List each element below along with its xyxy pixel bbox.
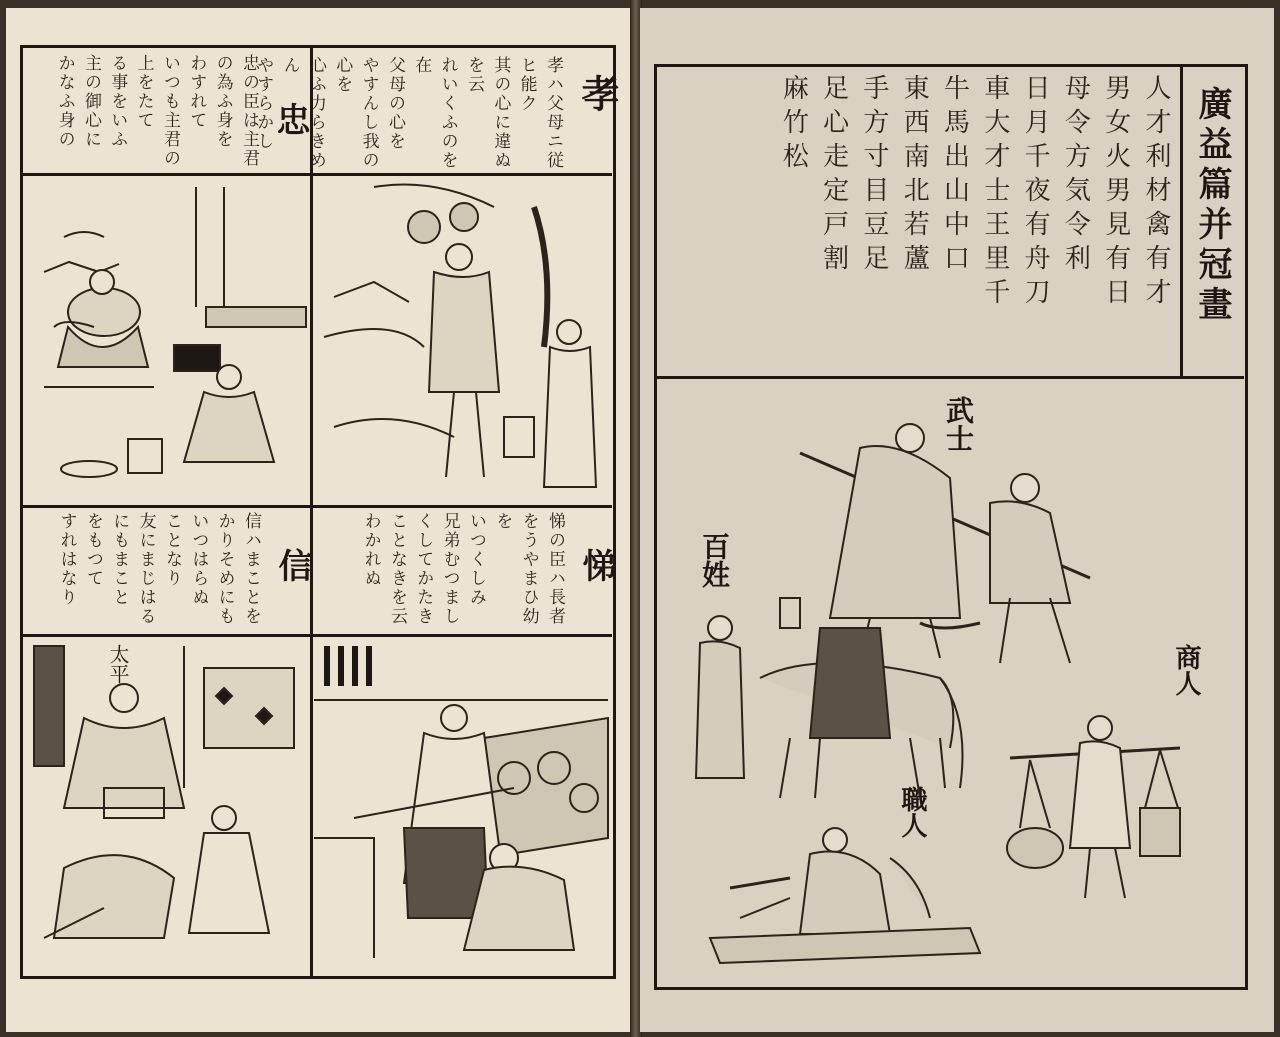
verse-loyalty [30,54,262,170]
verse-line: 其の心に違ぬを云 [463,56,511,170]
illustration-brotherly-scene [314,638,608,970]
verse-line: かりそめにも [214,512,235,626]
virtue-label-sincerity: 信 [272,548,312,582]
verse-filial [253,56,566,170]
verse-line: れいくふのを在 [411,56,458,170]
illustration-farmer-horse [680,588,970,808]
verse-line: 信ハまことを [241,512,261,626]
verse-line: 友にまじはる [135,512,156,626]
glossary-line: 男女火男見有日 [1100,74,1131,312]
verse-line: 孝ハ父母ニ従ヒ能ク [516,56,563,170]
illustration-artisan [700,818,990,968]
verse-line: いつはらぬ [188,512,209,607]
virtue-label-brotherly: 悌 [576,548,616,582]
glossary-line: 東西南北若蘆 [899,74,930,278]
illustration-sincerity-scene [24,638,308,970]
verse-line: 悌の臣ハ長者 [545,512,565,626]
verse-line: いつくしみ [465,512,486,607]
verse-line: 主の御心に [80,54,101,149]
verse-brotherly [320,512,568,630]
verse-line: る事をいふ [107,54,128,149]
glossary-line: 日月千夜有舟刀 [1020,74,1051,312]
verse-line: くしてかたき [413,512,434,626]
figure-label-artisan: 職人 [897,786,927,838]
verse-line: をうやまひ幼を [492,512,539,626]
verse-line: 兄弟むつまし [439,512,460,626]
right-page [640,8,1274,1032]
glossary-line: 足心走定戸割 [818,74,849,278]
verse-line: の為ふ身を [212,54,233,149]
virtue-label-loyalty: 忠 [270,102,310,136]
glossary-columns [664,74,1176,370]
scene-caption: 太平 [106,644,130,684]
verse-line: をもつて [82,512,103,588]
verse-line: いつも主君の [159,54,180,168]
verse-line: 心ふ力らきめん [279,56,326,170]
verse-line: 上をたて [133,54,154,130]
right-title-rule [1180,66,1183,378]
glossary-line: 牛馬出山中口 [939,74,970,278]
left-upper-text-rule [22,173,612,176]
verse-line: にもまこと [109,512,130,607]
right-header-rule [656,376,1244,379]
virtue-label-filial: 孝 [575,74,620,112]
figure-label-merchant: 商人 [1171,644,1201,696]
left-lower-text-rule [22,634,612,637]
glossary-line: 母令方気令利 [1060,74,1091,278]
glossary-line: 車大才士王里千 [979,74,1010,312]
verse-line: 忠の臣は主君 [239,54,259,168]
verse-line: わすれて [186,54,207,130]
glossary-line: 手方寸目豆足 [858,74,889,278]
verse-line: ことなきを云 [386,512,407,626]
left-middle-rule [22,505,612,508]
verse-line: やすらかし [253,56,274,151]
verse-sincerity [30,512,264,630]
verse-line: かなふ身の [54,54,75,149]
glossary-line: 麻竹松 [778,74,809,176]
figure-label-samurai: 武士 [942,396,975,452]
verse-line: 父母の心を [384,56,405,151]
page-title: 廣益篇并冠畫 [1192,86,1232,326]
verse-line: やすんし我の心を [332,56,379,170]
left-page [6,8,632,1032]
left-center-divider [310,48,313,976]
verse-line: わかれぬ [360,512,381,588]
illustration-loyalty-scene [24,177,308,503]
figure-label-farmer: 百姓 [698,532,731,588]
illustration-filial-scene [314,177,608,503]
verse-line: すれはなり [56,512,77,607]
illustration-merchant [1010,698,1180,908]
glossary-line: 人才利材禽有才 [1141,74,1171,312]
verse-line: ことなり [161,512,182,588]
